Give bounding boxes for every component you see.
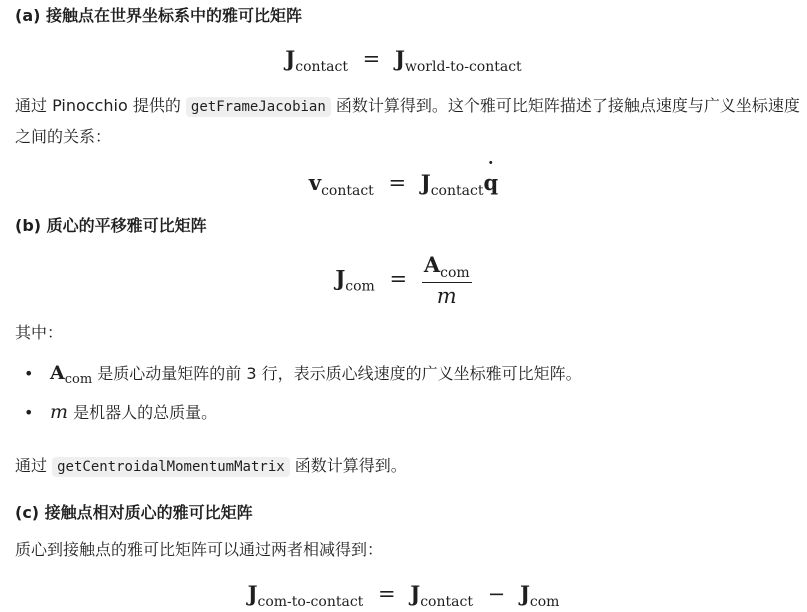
eq4-op2: − [487,582,506,606]
fraction-denominator: m [436,284,457,308]
list-symbol: $A_{com}$ [50,362,93,387]
eq1-rhs-sub: world-to-contact [404,59,522,75]
para-a-post: 函数计算得到。这个雅可比矩阵描述了接触点速度与广义坐标速度之间的关系： [15,96,800,146]
section-a-heading: (a) 接触点在世界坐标系中的雅可比矩阵 [15,6,302,25]
eq1-rhs: J [394,46,405,71]
eq3-lhs-sub: com [345,278,375,295]
eq2-qdot: ˙ q [483,170,498,195]
eq4-b: J [519,581,530,606]
para-b-post: 函数计算得到。 [294,456,407,475]
eq4-b-sub: com [529,594,560,610]
where-label: 其中： [15,323,64,342]
section-b-heading: (b) 质心的平移雅可比矩阵 [15,216,207,235]
section-c-paragraph: 质心到接触点的雅可比矩阵可以通过两者相减得到： [15,540,384,559]
para-b-pre: 通过 [15,456,48,475]
list-item [24,399,217,426]
eq1-lhs-sub: contact [295,59,348,75]
eq4-a: J [410,581,421,606]
fraction [422,252,472,308]
para-a-pre: 通过 Pinocchio 提供的 [15,96,181,115]
fraction-numerator: $A_{com}$ [423,252,470,281]
eq1-op: = [362,47,381,71]
eq3-lhs: J [335,265,346,291]
equation-j-contact [0,46,807,75]
eq4-lhs: J [247,581,258,606]
equation-v-contact [0,170,807,199]
section-c-heading: (c) 接触点相对质心的雅可比矩阵 [15,503,253,522]
eq2-lhs-sub: contact [321,183,374,199]
bullet: • [24,364,34,383]
list-text: 是质心动量矩阵的前 3 行，表示质心线速度的广义坐标雅可比矩阵。 [97,364,582,383]
eq3-op: = [389,266,408,291]
section-a-paragraph [15,91,800,152]
eq2-lhs: v [308,170,322,195]
list-text: 是机器人的总质量。 [73,403,218,422]
eq4-op: = [377,582,396,606]
eq2-rhs: J [420,170,431,195]
eq4-lhs-sub: com-to-contact [257,594,364,610]
eq2-rhs-sub: contact [430,183,484,199]
code-get-frame-jacobian: getFrameJacobian [186,97,331,117]
list-item [24,360,582,393]
bullet: • [24,403,34,422]
list-symbol: m [50,401,69,423]
eq1-lhs: J [285,46,296,71]
equation-j-com-to-contact [0,581,807,610]
equation-j-com [0,252,807,308]
eq2-op: = [388,171,407,195]
section-b-paragraph [15,451,800,482]
eq4-a-sub: contact [420,594,473,610]
code-get-centroidal-momentum-matrix: getCentroidalMomentumMatrix [52,457,290,477]
